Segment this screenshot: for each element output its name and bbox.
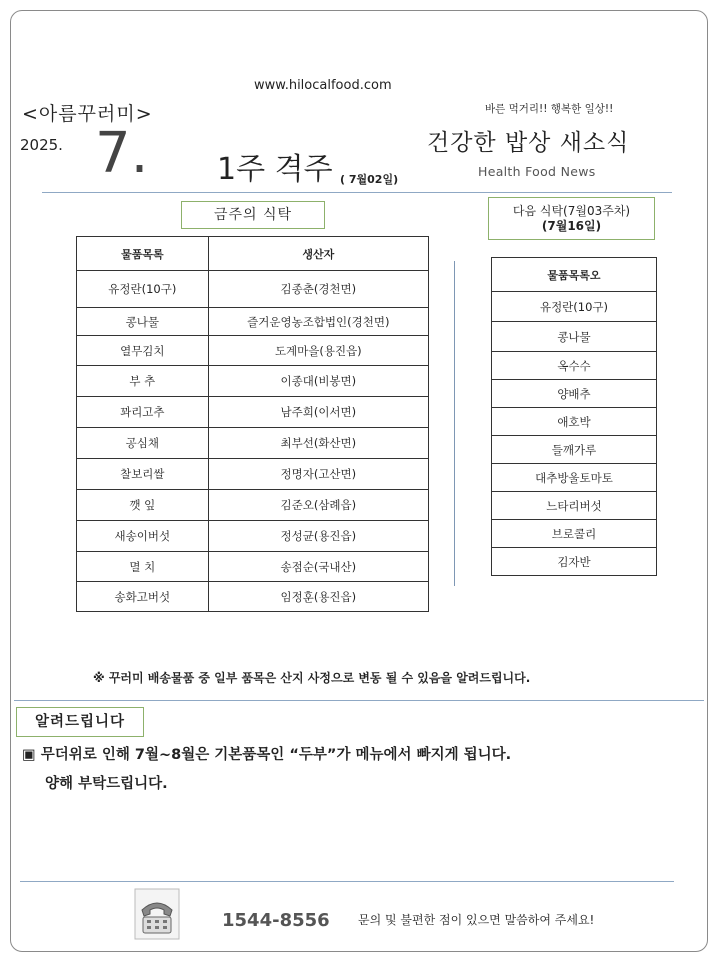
item-cell: 부 추: [77, 366, 209, 397]
table-row: [77, 271, 429, 308]
table-row: [492, 548, 657, 576]
item-cell: 열무김치: [77, 336, 209, 366]
table-header-row: [492, 258, 657, 292]
table-row: [77, 366, 429, 397]
footer-divider: [20, 881, 674, 882]
substitution-notice: ※ 꾸러미 배송물품 중 일부 품목은 산지 사정으로 변동 될 수 있음을 알려드립니다.: [93, 671, 531, 685]
item-cell: 유정란(10구): [492, 292, 657, 322]
item-cell: 들깨가루: [492, 436, 657, 464]
item-cell: 브로콜리: [492, 520, 657, 548]
item-cell: 콩나물: [77, 308, 209, 336]
item-cell: 유정란(10구): [77, 271, 209, 308]
table-row: [77, 397, 429, 428]
table-row: [77, 428, 429, 459]
item-cell: 송화고버섯: [77, 582, 209, 612]
producer-cell: 최부선(화산면): [208, 428, 428, 459]
table-row: [77, 308, 429, 336]
news-title: 건강한 밥상 새소식: [427, 130, 630, 156]
section-divider: [14, 700, 704, 701]
table-row: [492, 352, 657, 380]
table-row: [77, 521, 429, 552]
producer-cell: 김종춘(경천면): [208, 271, 428, 308]
item-cell: 김자반: [492, 548, 657, 576]
item-cell: 멸 치: [77, 552, 209, 582]
table-row: [77, 490, 429, 521]
item-cell: 찰보리쌀: [77, 459, 209, 490]
column-divider: [454, 261, 455, 586]
column-header-producer: 생산자: [208, 237, 428, 271]
website-url[interactable]: www.hilocalfood.com: [254, 78, 392, 93]
table-row: [492, 292, 657, 322]
week-date: ( 7월02일): [340, 173, 399, 186]
table-row: [77, 336, 429, 366]
item-cell: 애호박: [492, 408, 657, 436]
issue-year: 2025.: [20, 136, 63, 154]
slogan: 바른 먹거리!! 행복한 일상!!: [485, 103, 614, 115]
next-week-label-box: [488, 197, 655, 240]
next-week-date: (7월16일): [541, 219, 602, 233]
announcement-label: 알려드립니다: [16, 707, 144, 737]
this-week-label: 금주의 식탁: [181, 201, 325, 229]
next-week-table: [491, 257, 657, 576]
item-cell: 깻 잎: [77, 490, 209, 521]
item-cell: 공심채: [77, 428, 209, 459]
announcement-line-2: 양해 부탁드립니다.: [45, 776, 168, 792]
next-week-label: 다음 식탁(7월03주차): [512, 204, 631, 218]
table-row: [77, 582, 429, 612]
item-cell: 옥수수: [492, 352, 657, 380]
item-cell: 꽈리고추: [77, 397, 209, 428]
contact-text: 문의 및 불편한 점이 있으면 말씀하여 주세요!: [358, 913, 595, 927]
table-row: [492, 520, 657, 548]
table-row: [77, 459, 429, 490]
announcement-line-1: ▣ 무더위로 인해 7월~8월은 기본품목인 “두부”가 메뉴에서 빠지게 됩니다.: [22, 747, 512, 763]
producer-cell: 남주희(이서면): [208, 397, 428, 428]
producer-cell: 송점순(국내산): [208, 552, 428, 582]
telephone-icon: [134, 888, 180, 940]
column-header-item: 물품목록: [77, 237, 209, 271]
producer-cell: 이종대(비봉면): [208, 366, 428, 397]
column-header-item: 물품목록오: [492, 258, 657, 292]
producer-cell: 도계마을(용진읍): [208, 336, 428, 366]
table-row: [492, 436, 657, 464]
week-title: 1주 격주: [217, 152, 333, 187]
producer-cell: 김준오(삼례읍): [208, 490, 428, 521]
producer-cell: 정성균(용진읍): [208, 521, 428, 552]
producer-cell: 임정훈(용진읍): [208, 582, 428, 612]
table-row: [492, 322, 657, 352]
producer-cell: 정명자(고산면): [208, 459, 428, 490]
table-row: [77, 552, 429, 582]
producer-cell: 즐거운영농조합법인(경천면): [208, 308, 428, 336]
item-cell: 콩나물: [492, 322, 657, 352]
item-cell: 대추방울토마토: [492, 464, 657, 492]
table-row: [492, 408, 657, 436]
table-row: [492, 464, 657, 492]
table-row: [492, 492, 657, 520]
issue-month: 7.: [95, 121, 149, 186]
table-header-row: [77, 237, 429, 271]
header-divider: [42, 192, 672, 193]
brand-name: <아름꾸러미>: [22, 103, 153, 125]
table-row: [492, 380, 657, 408]
news-subtitle: Health Food News: [478, 164, 596, 179]
phone-number[interactable]: 1544-8556: [222, 910, 330, 931]
item-cell: 양배추: [492, 380, 657, 408]
item-cell: 새송이버섯: [77, 521, 209, 552]
this-week-table: [76, 236, 429, 612]
item-cell: 느타리버섯: [492, 492, 657, 520]
